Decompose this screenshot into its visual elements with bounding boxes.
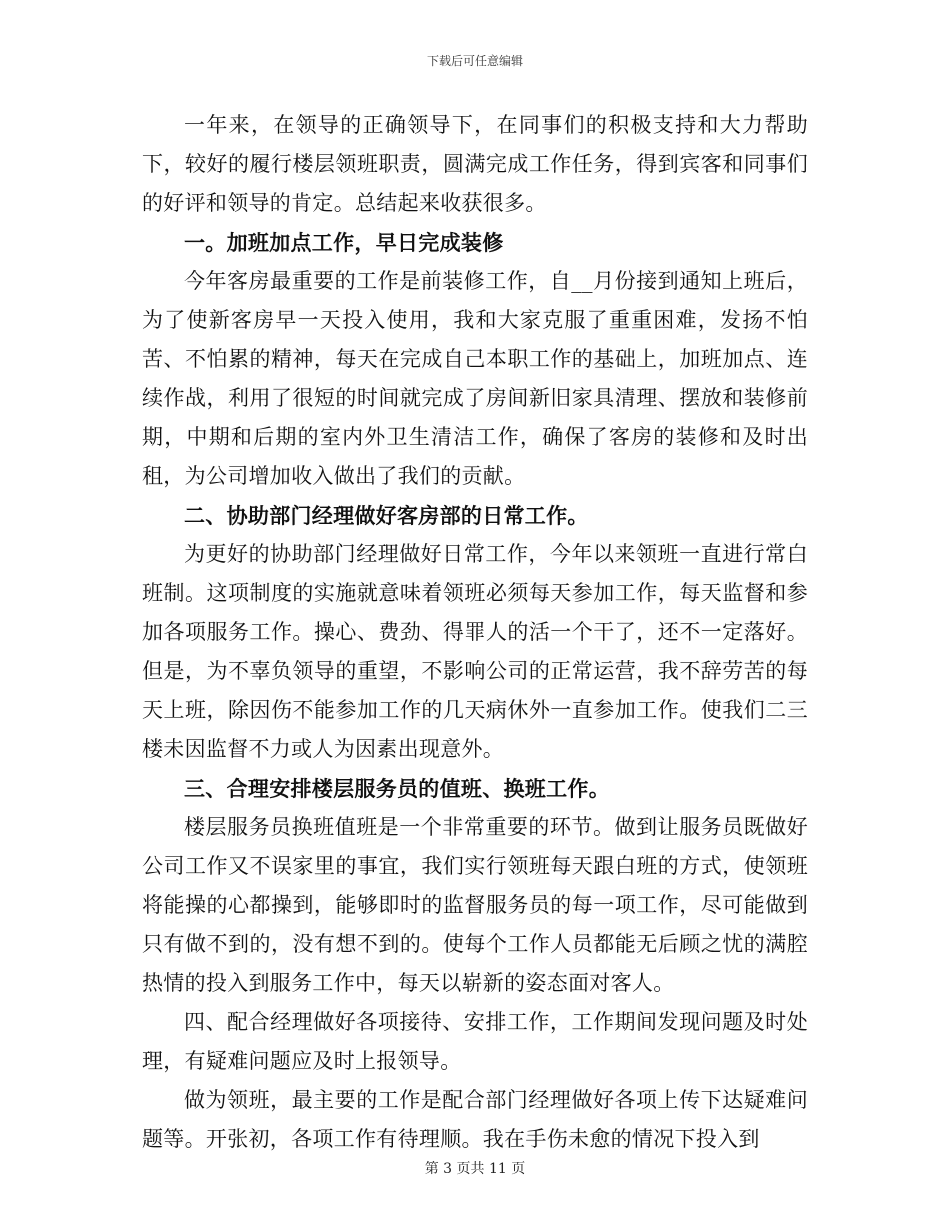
paragraph-section-1: 今年客房最重要的工作是前装修工作，自__月份接到通知上班后，为了使新客房早一天投入使用，我和大家克服了重重困难，发扬不怕苦、不怕累的精神，每天在完成自己本职工作的基础上，加班加点、连续作战，利用了很短的时间就完成了房间新旧家具清理、摆放和装修前期，中期和后期的室内外卫生清洁工作，确保了客房的装修和及时出租，为公司增加收入做出了我们的贡献。: [142, 269, 808, 488]
page-header: 下载后可任意编辑: [426, 54, 523, 68]
section-heading-4: 四、配合经理做好各项接待、安排工作，工作期间发现问题及时处理，有疑难问题应及时上报领导。: [142, 1010, 808, 1073]
document-body: [142, 106, 808, 1159]
section-heading-2: 二、协助部门经理做好客房部的日常工作。: [184, 503, 589, 528]
paragraph-section-2: 为更好的协助部门经理做好日常工作，今年以来领班一直进行常白班制。这项制度的实施就意味着领班必须每天参加工作，每天监督和参加各项服务工作。操心、费劲、得罪人的活一个干了，还不一定落好。但是，为不辜负领导的重望，不影响公司的正常运营，我不辞劳苦的每天上班，除因伤不能参加工作的几天病休外一直参加工作。使我们二三楼未因监督不力或人为因素出现意外。: [142, 542, 808, 761]
paragraph-section-3: 楼层服务员换班值班是一个非常重要的环节。做到让服务员既做好公司工作又不误家里的事宜，我们实行领班每天跟白班的方式，使领班将能操的心都操到，能够即时的监督服务员的每一项工作，尽可能做到只有做不到的，没有想不到的。使每个工作人员都能无后顾之忧的满腔热情的投入到服务工作中，每天以崭新的姿态面对客人。: [142, 815, 808, 995]
paragraph-section-4: 做为领班，最主要的工作是配合部门经理做好各项上传下达疑难问题等。开张初，各项工作有待理顺。我在手伤未愈的情况下投入到: [142, 1088, 808, 1151]
paragraph-intro: 一年来，在领导的正确领导下，在同事们的积极支持和大力帮助下，较好的履行楼层领班职责，圆满完成工作任务，得到宾客和同事们的好评和领导的肯定。总结起来收获很多。: [142, 113, 808, 215]
section-heading-3: 三、合理安排楼层服务员的值班、换班工作。: [184, 776, 610, 801]
page-footer: 第 3 页共 11 页: [424, 1161, 526, 1177]
section-heading-1: 一。加班加点工作，早日完成装修: [184, 230, 504, 255]
